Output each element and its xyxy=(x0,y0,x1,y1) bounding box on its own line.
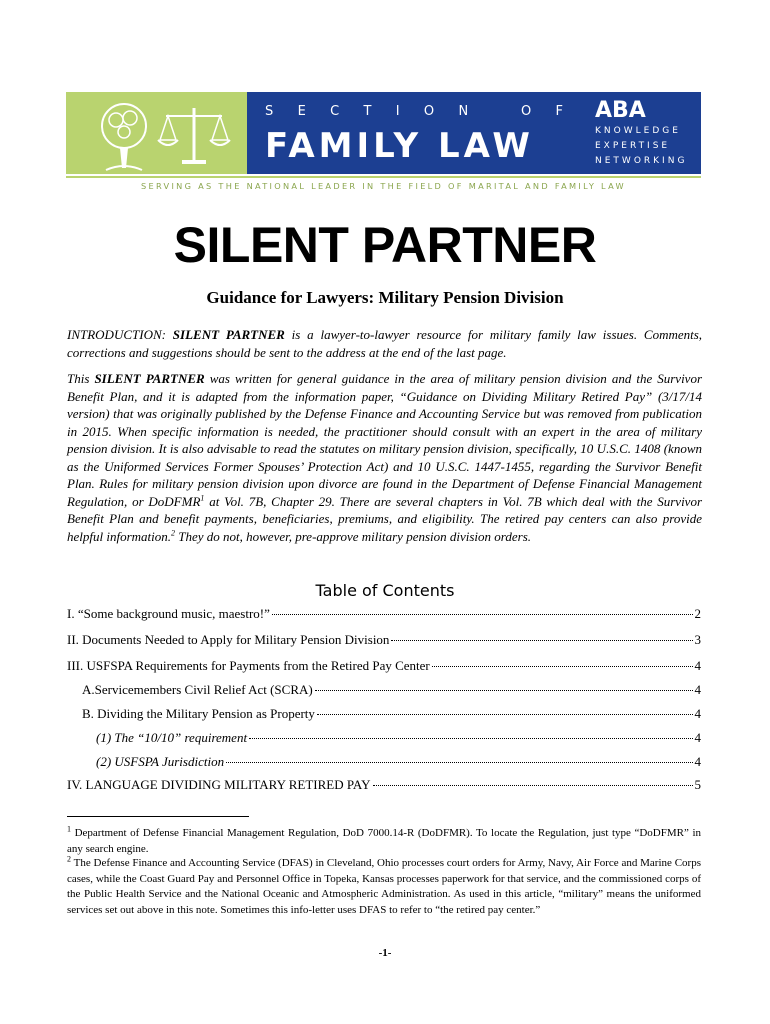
banner-tagline: SERVING AS THE NATIONAL LEADER IN THE FIELD OF MARITAL AND FAMILY LAW xyxy=(141,181,626,191)
footnote-2: $^2$ The Defense Finance and Accounting Service (DFAS) in Cleveland, Ohio processes court orders for Army, Navy, Air Force and Marine Corps cases, while the Coast Guard Pay and Personnel Office in Topeka, Kansas processes paperwork for that service, and the commissioned corps of the Public Health Service and the National Oceanic and Atmospheric Administration. As used in this article, “military” means the uniformed services set out above in this note. Sometimes this info-letter uses DFAS to refer to “the retired pay center.” xyxy=(67,854,701,916)
footnote-1: $^1$ Department of Defense Financial Management Regulation, DoD 7000.14-R (DoDFMR). To locate the Regulation, just type “DoDFMR” in any search engine. xyxy=(67,824,702,855)
toc-entry[interactable]: (1) The “10/10” requirement 4 xyxy=(96,730,701,745)
toc-heading: Table of Contents xyxy=(315,581,455,600)
body-paragraph: This SILENT PARTNER was written for general guidance in the area of military pension division and the Survivor Benefit Plan, and it is adapted from the information paper, “Guidance on Dividing Military Retired Pay” (3/17/14 version) that was originally published by the Defense Finance and Accounting Service but was removed from publication in 2015. When specific information is needed, the practitioner should consult with an expert in the area of military pension division. It is also advisable to read the statutes on military pension division, specifically, 10 U.S.C. 1408 (known as the Uniformed Services Former Spouses’ Protection Act) and 10 U.S.C. 1447-1455, regarding the Survivor Benefit Plan. Rules for military pension division upon divorce are found in the Department of Defense Financial Management Regulation, or DoDFMR$^1$ at Vol. 7B, Chapter 29. There are several chapters in Vol. 7B which deal with the Survivor Benefit Plan and benefit payments, beneficiaries, premiums, and eligibility. The retired pay centers can also provide helpful information.$^2$ They do not, however, pre-approve military pension division orders. xyxy=(67,371,703,544)
toc-entry[interactable]: III. USFSPA Requirements for Payments from the Retired Pay Center 4 xyxy=(67,658,701,673)
tree-scales-logo xyxy=(66,92,247,174)
footnote-ref-2[interactable]: 2 xyxy=(171,528,175,538)
tree-icon xyxy=(66,92,247,174)
footnote-ref-1[interactable]: 1 xyxy=(200,493,205,503)
toc-entry[interactable]: II. Documents Needed to Apply for Military Pension Division 3 xyxy=(67,632,701,647)
aba-tagline: KNOWLEDGE EXPERTISE NETWORKING xyxy=(595,126,688,166)
introduction-paragraph: INTRODUCTION: SILENT PARTNER is a lawyer-to-lawyer resource for military family law issues. Comments, corrections and suggestions should be sent to the address at the end of the last page. xyxy=(67,327,703,360)
toc-entry[interactable]: B. Dividing the Military Pension as Property 4 xyxy=(82,706,701,721)
section-of-label: S E C T I O N O F xyxy=(265,104,565,119)
toc-entry[interactable]: (2) USFSPA Jurisdiction 4 xyxy=(96,754,701,769)
banner-tagline-bar xyxy=(66,176,701,196)
document-subtitle: Guidance for Lawyers: Military Pension Division xyxy=(206,288,564,307)
aba-logo: ABA xyxy=(595,98,646,123)
toc-entry[interactable]: A.Servicemembers Civil Relief Act (SCRA) 4 xyxy=(82,682,701,697)
document-title: SILENT PARTNER xyxy=(173,217,597,273)
section-title-box xyxy=(247,92,701,174)
toc-entry[interactable]: IV. LANGUAGE DIVIDING MILITARY RETIRED PAY 5 xyxy=(67,777,701,792)
footnote-divider xyxy=(67,816,249,817)
toc-entry[interactable]: I. “Some background music, maestro!” 2 xyxy=(67,606,701,621)
section-banner xyxy=(66,92,701,196)
page-number: -1- xyxy=(378,947,392,959)
scales-icon xyxy=(158,108,230,164)
family-law-title: FAMILY LAW xyxy=(265,126,534,166)
